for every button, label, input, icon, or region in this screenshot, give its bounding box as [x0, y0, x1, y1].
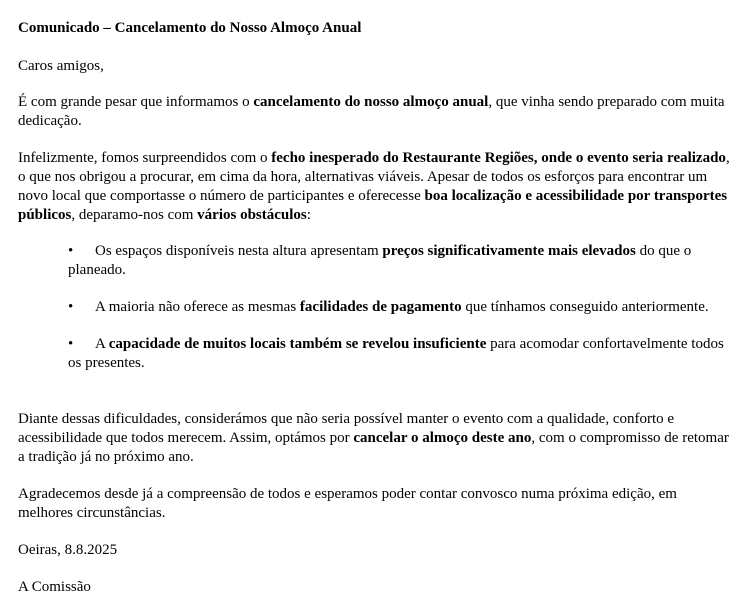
obstacles-list: [68, 242, 740, 391]
paragraph-text: É com grande pesar que informamos o: [18, 94, 254, 110]
greeting: Caros amigos,: [18, 58, 104, 74]
list-item: [68, 242, 740, 280]
place-date: Oeiras, 8.8.2025: [18, 542, 118, 558]
list-item-text: A: [95, 336, 109, 352]
paragraph-text: , o que nos obrigou a procurar, em cima da hora, alternativas viáveis. Apesar de todos os esforços para encontrar um novo local que comportasse o número de participantes e oferecesse: [18, 150, 730, 204]
emphasis-text: capacidade de muitos locais também se revelou insuficiente: [108, 336, 487, 352]
list-item-text: que tínhamos conseguido anteriormente.: [461, 299, 709, 315]
emphasis-text: boa localização e acessibilidade por transportes públicos: [18, 188, 728, 223]
list-item: [68, 298, 740, 317]
emphasis-text: cancelar o almoço deste ano: [353, 430, 532, 446]
bullet-icon: •: [68, 243, 74, 259]
list-item-text: para acomodar confortavelmente todos os presentes.: [68, 336, 724, 371]
paragraph-text: , com o compromisso de retomar a tradição já no próximo ano.: [18, 430, 729, 465]
bullet-icon: •: [68, 299, 74, 315]
paragraph-text: , deparamo-nos com: [71, 207, 198, 223]
paragraph-text: Diante dessas dificuldades, considerámos que não seria possível manter o evento com a qualidade, conforto e acessibilidade que todos merecem. Assim, optámos por: [18, 411, 675, 446]
paragraph-text: :: [306, 207, 311, 223]
list-item-text: do que o planeado.: [68, 243, 692, 278]
list-item: [68, 335, 740, 373]
emphasis-text: fecho inesperado do Restaurante Regiões, onde o evento seria realizado: [271, 150, 726, 166]
paragraph-thanks: Agradecemos desde já a compreensão de todos e esperamos poder contar convosco numa próxima edição, em melhores circunstâncias.: [18, 486, 677, 521]
paragraph-announcement: [18, 93, 734, 131]
list-item-text: Os espaços disponíveis nesta altura apresentam: [95, 243, 383, 259]
paragraph-text: Infelizmente, fomos surpreendidos com o: [18, 150, 272, 166]
emphasis-text: vários obstáculos: [197, 207, 307, 223]
list-item-text: A maioria não oferece as mesmas: [95, 299, 300, 315]
letter-title: Comunicado – Cancelamento do Nosso Almoço Anual: [18, 20, 362, 36]
emphasis-text: facilidades de pagamento: [299, 299, 462, 315]
paragraph-reasons: [18, 149, 734, 225]
signature: A Comissão: [18, 579, 91, 595]
paragraph-decision: [18, 410, 734, 467]
emphasis-text: cancelamento do nosso almoço anual: [253, 94, 489, 110]
emphasis-text: preços significativamente mais elevados: [382, 243, 636, 259]
paragraph-text: , que vinha sendo preparado com muita dedicação.: [18, 94, 725, 129]
bullet-icon: •: [68, 336, 74, 352]
